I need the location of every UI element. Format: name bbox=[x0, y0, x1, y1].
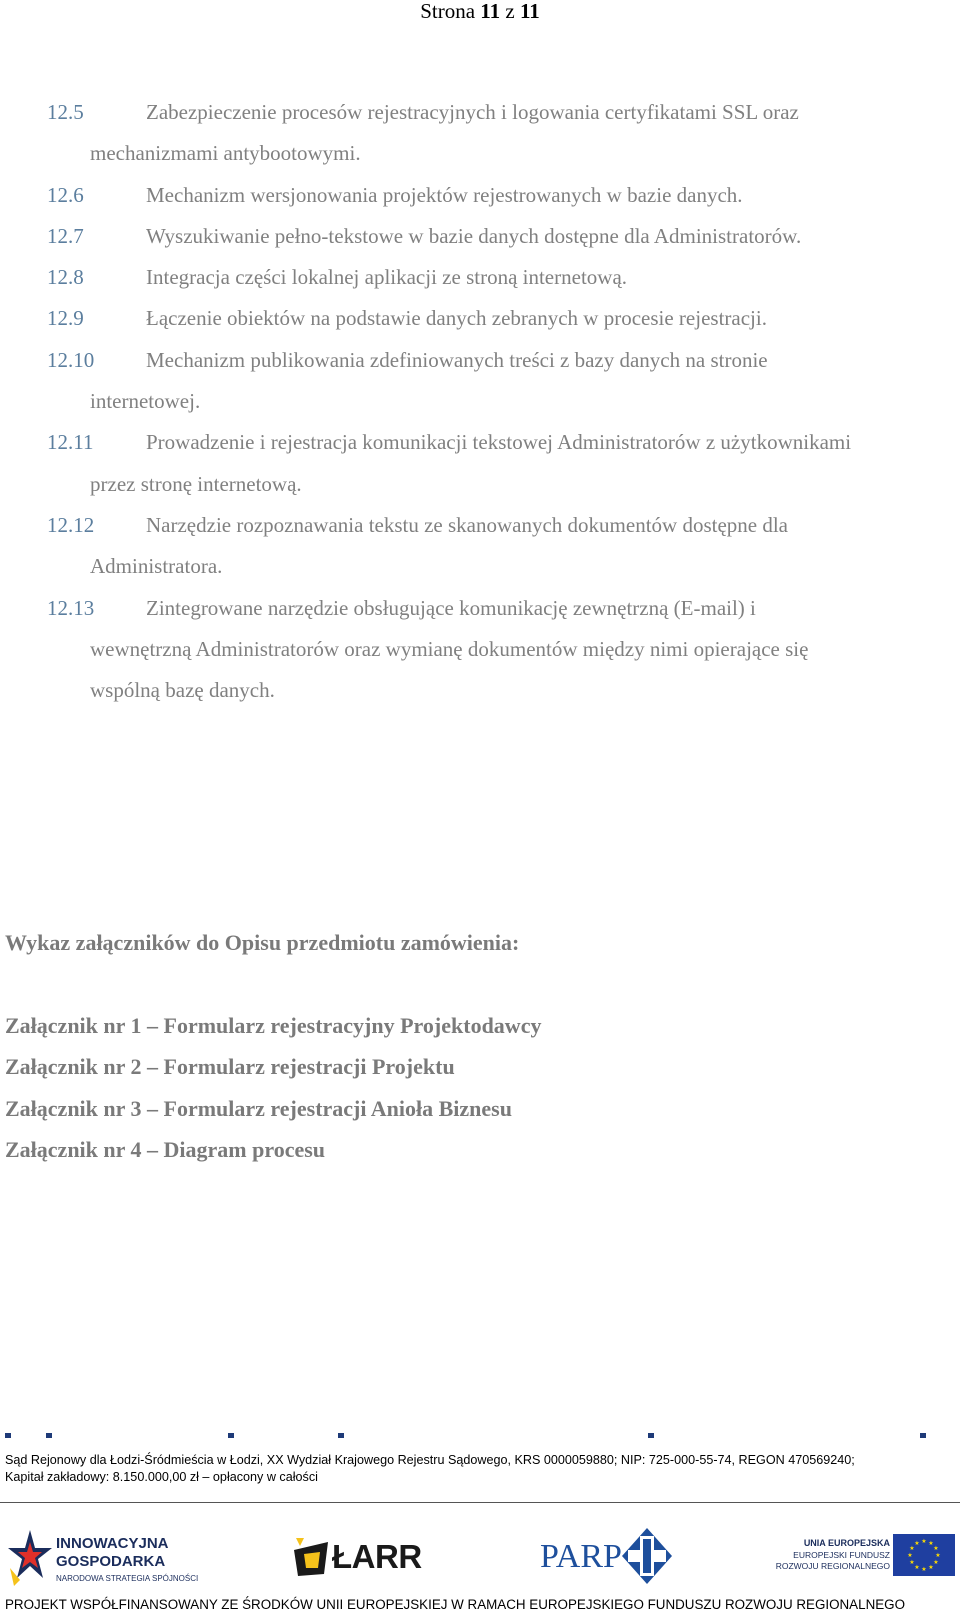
item-text-line: Prowadzenie i rejestracja komunikacji tekstowej Administratorów z użytkownikami bbox=[146, 430, 852, 455]
attachments-heading: Wykaz załączników do Opisu przedmiotu zamówienia: bbox=[5, 930, 520, 955]
dot-marker bbox=[920, 1433, 926, 1438]
parp-text: PARP bbox=[540, 1538, 622, 1575]
project-funding-line: PROJEKT WSPÓŁFINANSOWANY ZE ŚRODKÓW UNII EUROPEJSKIEJ W RAMACH EUROPEJSKIEGO FUNDUSZU ROZWOJU REGIONALNEGO bbox=[5, 1597, 905, 1612]
svg-text:★: ★ bbox=[933, 1545, 939, 1552]
svg-text:★: ★ bbox=[909, 1545, 915, 1552]
dot-marker bbox=[46, 1433, 52, 1438]
svg-text:★: ★ bbox=[907, 1552, 913, 1559]
item-text-line: internetowej. bbox=[90, 389, 201, 414]
eu-line2: EUROPEJSKI FUNDUSZ bbox=[793, 1550, 890, 1560]
dot-marker bbox=[228, 1433, 234, 1438]
legal-line-2: Kapitał zakładowy: 8.150.000,00 zł – opłacony w całości bbox=[5, 1470, 318, 1484]
svg-text:★: ★ bbox=[914, 1540, 920, 1547]
item-text bbox=[0, 175, 960, 216]
item-text bbox=[0, 505, 960, 588]
item-text-line: Integracja części lokalnej aplikacji ze stroną internetową. bbox=[146, 265, 628, 290]
footer-dots bbox=[0, 1433, 960, 1439]
parp-emblem-icon bbox=[622, 1528, 672, 1584]
page-header bbox=[0, 0, 960, 22]
svg-text:★: ★ bbox=[909, 1559, 915, 1566]
item-text-line: Mechanizm wersjonowania projektów rejestrowanych w bazie danych. bbox=[146, 182, 743, 207]
current-page: 11 bbox=[480, 0, 501, 23]
larr-emblem-icon bbox=[290, 1534, 332, 1580]
attachment-item: Załącznik nr 4 – Diagram procesu bbox=[5, 1136, 326, 1162]
item-text bbox=[0, 92, 960, 175]
sponsor-logos bbox=[0, 1520, 960, 1600]
svg-text:★: ★ bbox=[933, 1559, 939, 1566]
svg-text:★: ★ bbox=[928, 1540, 934, 1547]
page-separator: z bbox=[500, 0, 520, 23]
innowacyjna-gospodarka-logo bbox=[8, 1528, 198, 1590]
item-number: 12.12 bbox=[47, 512, 95, 537]
eu-line1: UNIA EUROPEJSKA bbox=[803, 1538, 890, 1548]
item-text-line: Zintegrowane narzędzie obsługujące komunikację zewnętrzną (E-mail) i bbox=[146, 595, 756, 620]
list-item bbox=[0, 298, 960, 339]
dot-marker bbox=[338, 1433, 344, 1438]
item-text-line: mechanizmami antybootowymi. bbox=[90, 141, 361, 166]
eu-logo bbox=[775, 1534, 955, 1586]
svg-text:★: ★ bbox=[935, 1552, 941, 1559]
list-item bbox=[0, 588, 960, 712]
item-text bbox=[0, 216, 960, 257]
list-item bbox=[0, 422, 960, 505]
attachment-item: Załącznik nr 1 – Formularz rejestracyjny Projektodawcy bbox=[5, 1013, 542, 1038]
list-item bbox=[0, 175, 960, 216]
item-text-line: Mechanizm publikowania zdefiniowanych treści z bazy danych na stronie bbox=[146, 347, 768, 372]
item-text bbox=[0, 340, 960, 423]
attachment-item: Załącznik nr 3 – Formularz rejestracji Anioła Biznesu bbox=[5, 1095, 512, 1121]
item-number: 12.9 bbox=[47, 306, 84, 331]
item-number: 12.8 bbox=[47, 265, 84, 290]
dot-marker bbox=[5, 1433, 11, 1438]
list-item bbox=[0, 257, 960, 298]
item-number: 12.10 bbox=[47, 347, 95, 372]
list-item bbox=[0, 505, 960, 588]
larr-text: ŁARR bbox=[332, 1538, 422, 1575]
legal-line-1: Sąd Rejonowy dla Łodzi-Śródmieścia w Łodzi, XX Wydział Krajowego Rejestru Sądowego, KRS 0000059880; NIP: 725-000-55-74, REGON 470569240; bbox=[5, 1453, 855, 1467]
svg-text:★: ★ bbox=[928, 1564, 934, 1571]
list-item bbox=[0, 92, 960, 175]
svg-text:★: ★ bbox=[921, 1538, 927, 1545]
item-number: 12.11 bbox=[47, 430, 94, 455]
eu-flag-icon bbox=[893, 1534, 955, 1576]
item-text bbox=[0, 588, 960, 712]
attachments-list bbox=[5, 1005, 541, 1170]
star-icon bbox=[8, 1528, 53, 1588]
item-text-line: przez stronę internetową. bbox=[90, 471, 302, 496]
attachment-item: Załącznik nr 2 – Formularz rejestracji Projektu bbox=[5, 1054, 455, 1080]
item-text-line: Narzędzie rozpoznawania tekstu ze skanowanych dokumentów dostępne dla bbox=[146, 512, 789, 537]
item-number: 12.7 bbox=[47, 223, 84, 248]
parp-logo bbox=[540, 1526, 680, 1588]
page-label: Strona bbox=[420, 0, 481, 23]
item-text-line: wewnętrzną Administratorów oraz wymianę dokumentów między nimi opierające się bbox=[90, 636, 809, 661]
list-item bbox=[0, 216, 960, 257]
item-text-line: Wyszukiwanie pełno-tekstowe w bazie danych dostępne dla Administratorów. bbox=[146, 223, 802, 248]
svg-text:★: ★ bbox=[914, 1564, 920, 1571]
item-text bbox=[0, 298, 960, 339]
svg-text:★: ★ bbox=[921, 1566, 927, 1573]
eu-line3: ROZWOJU REGIONALNEGO bbox=[775, 1561, 890, 1571]
item-text-line: Zabezpieczenie procesów rejestracyjnych i logowania certyfikatami SSL oraz bbox=[146, 100, 799, 124]
item-text bbox=[0, 422, 960, 505]
total-pages: 11 bbox=[519, 0, 540, 23]
larr-logo bbox=[290, 1534, 440, 1582]
item-text-line: Łączenie obiektów na podstawie danych zebranych w procesie rejestracji. bbox=[146, 306, 767, 331]
dot-marker bbox=[648, 1433, 654, 1438]
logo-ig-line3: NARODOWA STRATEGIA SPÓJNOŚCI bbox=[56, 1574, 199, 1583]
item-number: 12.5 bbox=[47, 100, 84, 124]
footer-rule bbox=[0, 1502, 960, 1503]
item-text bbox=[0, 257, 960, 298]
item-text-line: wspólną bazę danych. bbox=[90, 678, 275, 703]
item-number: 12.6 bbox=[47, 182, 84, 207]
logo-ig-line2: GOSPODARKA bbox=[56, 1553, 166, 1570]
item-number: 12.13 bbox=[47, 595, 95, 620]
logo-ig-line1: INNOWACYJNA bbox=[56, 1535, 169, 1552]
legal-info bbox=[5, 1452, 855, 1486]
item-text-line: Administratora. bbox=[90, 554, 223, 579]
requirements-list bbox=[0, 92, 960, 711]
list-item bbox=[0, 340, 960, 423]
